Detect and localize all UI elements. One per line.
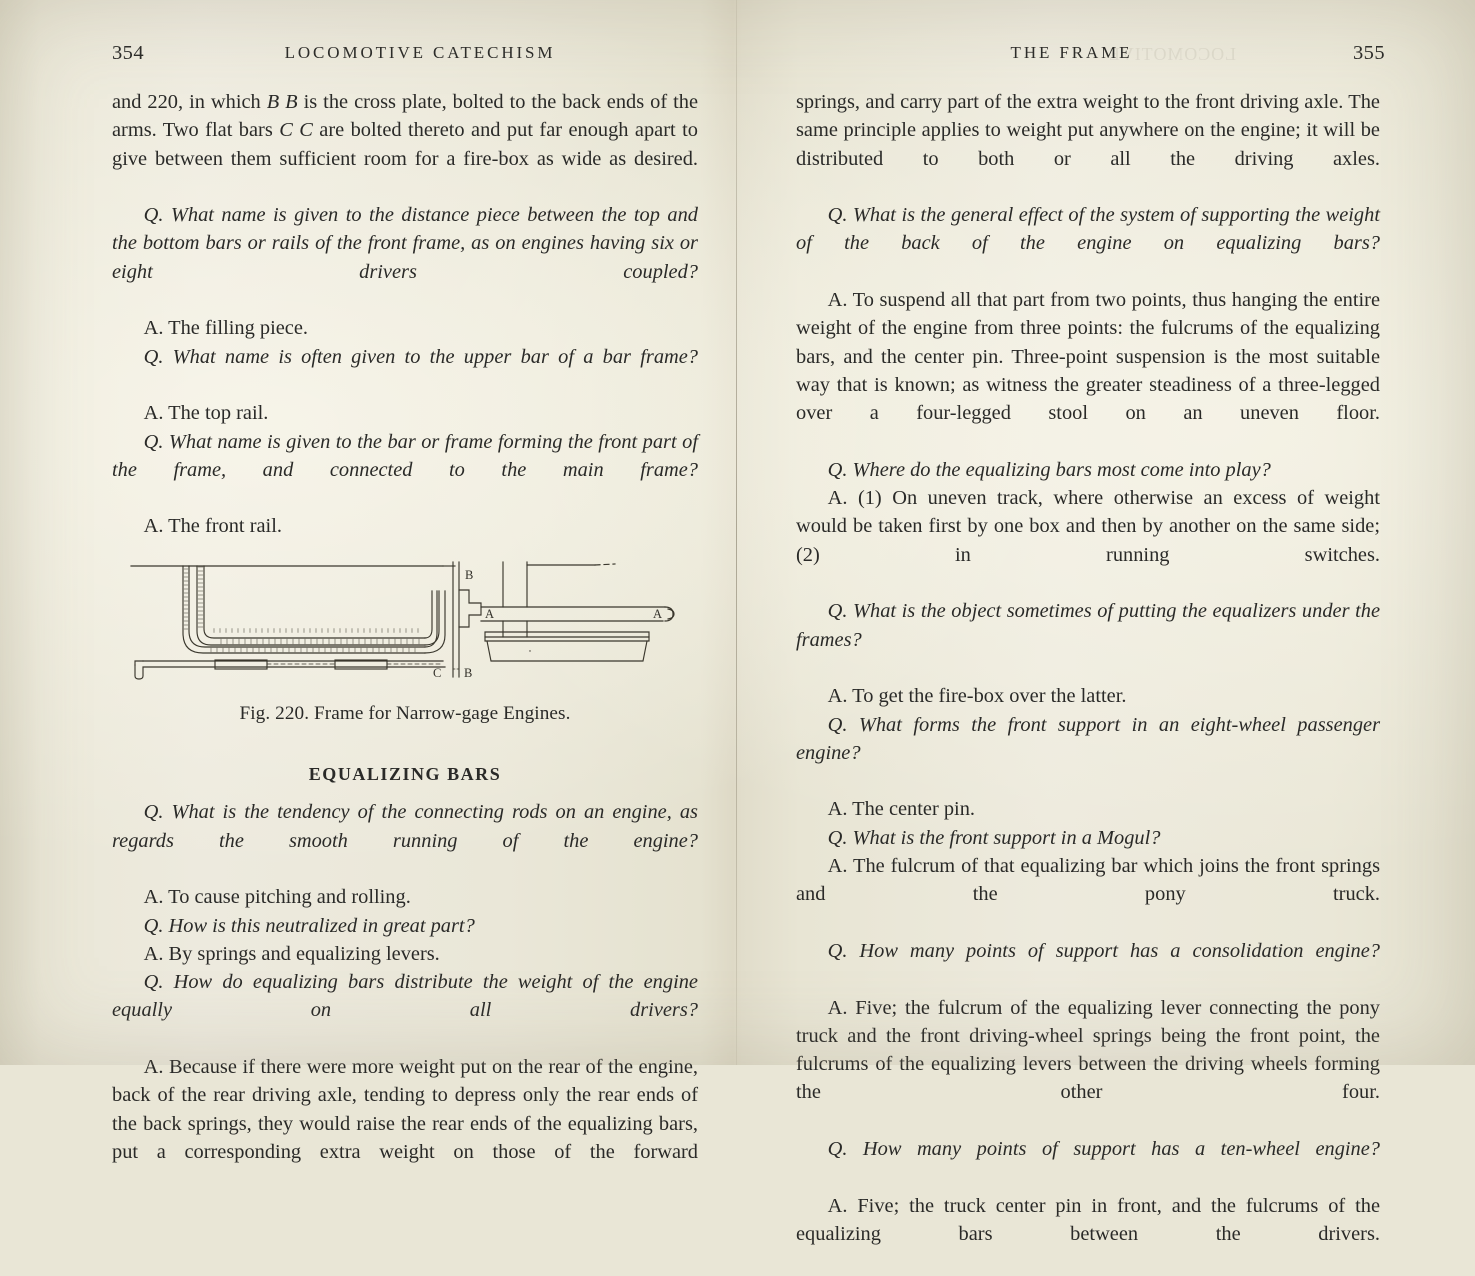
paragraph-continuation: and 220, in which B B is the cross plate, bolted to the back ends of the arms. Two flat bars C C are bolted thereto and put far enough apart to give between them sufficient room for a fire-box as wide as desired. bbox=[112, 91, 698, 170]
question-5: Q. How is this neutralized in great part? bbox=[143, 914, 475, 937]
right-question-6: Q. How many points of support has a consolidation engine? bbox=[827, 939, 1380, 962]
question-6: Q. How do equalizing bars distribute the weight of the engine equally on all drivers? bbox=[112, 971, 698, 1022]
right-running-title: THE FRAME bbox=[1010, 43, 1133, 62]
answer-2: A. The top rail. bbox=[143, 402, 269, 425]
left-folio: 354 bbox=[112, 42, 144, 64]
right-question-2: Q. Where do the equalizing bars most come into play? bbox=[827, 458, 1271, 481]
section-heading-equalizing-bars: EQUALIZING BARS bbox=[308, 764, 502, 785]
paragraph-continuation-right: springs, and carry part of the extra weight to the front driving axle. The same principle applies to weight put anywhere on the engine; it will be distributed to both or all the driving axles. bbox=[796, 91, 1380, 170]
right-answer-3: A. To get the fire-box over the latter. bbox=[827, 685, 1127, 708]
figure-220-illustration bbox=[125, 557, 685, 681]
figure-caption: Fig. 220. Frame for Narrow-gage Engines. bbox=[239, 702, 571, 724]
book-gutter bbox=[736, 0, 737, 1065]
figure-label-a-left: A bbox=[485, 606, 495, 621]
question-2: Q. What name is often given to the upper bar of a bar frame? bbox=[143, 345, 698, 368]
question-1: Q. What name is given to the distance piece between the top and the bottom bars or rails of the front frame, as on engines having six or eight drivers coupled? bbox=[112, 204, 698, 283]
answer-6: A. Because if there were more weight put on the rear of the engine, back of the rear driving axle, tending to depress only the rear ends of the back springs, they would raise the rear ends of the equalizing bars, put a corresponding extra weight on those of the forward bbox=[112, 1056, 698, 1163]
left-running-title: LOCOMOTIVE CATECHISM bbox=[284, 43, 556, 62]
right-question-7: Q. How many points of support has a ten-wheel engine? bbox=[827, 1137, 1380, 1160]
right-running-head bbox=[786, 42, 1385, 66]
figure-label-b-top: B bbox=[465, 567, 474, 582]
left-page bbox=[0, 0, 736, 1163]
question-3: Q. What name is given to the bar or frame forming the front part of the frame, and connected to the main frame? bbox=[112, 430, 698, 481]
right-question-4: Q. What forms the front support in an eight-wheel passenger engine? bbox=[796, 713, 1380, 764]
right-answer-1: A. To suspend all that part from two points, thus hanging the entire weight of the engine from three points: the fulcrums of the equalizing bars, and the center pin. Three-point suspension is the most suitable way that is known; as witness the greater steadiness of a three-legged over a four-legged stool on an uneven floor. bbox=[796, 289, 1380, 425]
right-page bbox=[736, 0, 1475, 1245]
right-folio: 355 bbox=[1353, 42, 1385, 64]
right-answer-7: A. Five; the truck center pin in front, and the fulcrums of the equalizing bars between the drivers. bbox=[796, 1194, 1380, 1245]
right-answer-4: A. The center pin. bbox=[827, 798, 976, 821]
figure-label-b-bottom: B bbox=[464, 665, 473, 680]
left-column-text bbox=[112, 88, 698, 1195]
right-answer-5: A. The fulcrum of that equalizing bar which joins the front springs and the pony truck. bbox=[796, 855, 1380, 906]
figure-label-c: C bbox=[433, 665, 442, 680]
figure-label-a-right: A bbox=[653, 606, 663, 621]
right-question-1: Q. What is the general effect of the system of supporting the weight of the back of the engine on equalizing bars? bbox=[796, 204, 1380, 255]
right-answer-6: A. Five; the fulcrum of the equalizing lever connecting the pony truck and the front driving-wheel springs being the front point, the fulcrums of the equalizing levers between the driving wheels forming the other four. bbox=[796, 996, 1380, 1104]
answer-5: A. By springs and equalizing levers. bbox=[143, 942, 440, 965]
right-question-5: Q. What is the front support in a Mogul? bbox=[827, 826, 1161, 849]
question-4: Q. What is the tendency of the connecting rods on an engine, as regards the smooth running of the engine? bbox=[112, 801, 698, 852]
answer-3: A. The front rail. bbox=[143, 515, 282, 538]
figure-220 bbox=[112, 557, 698, 728]
show-through-ghost-text: LOCOMOTIVE bbox=[1108, 44, 1236, 64]
answer-4: A. To cause pitching and rolling. bbox=[143, 886, 411, 909]
right-column-text bbox=[796, 88, 1380, 1276]
right-question-3: Q. What is the object sometimes of putting the equalizers under the frames? bbox=[796, 600, 1380, 651]
left-running-head bbox=[112, 42, 686, 66]
right-answer-2: A. (1) On uneven track, where otherwise an excess of weight would be taken first by one box and then by another on the same side; (2) in running switches. bbox=[796, 487, 1380, 566]
answer-1: A. The filling piece. bbox=[143, 317, 309, 340]
